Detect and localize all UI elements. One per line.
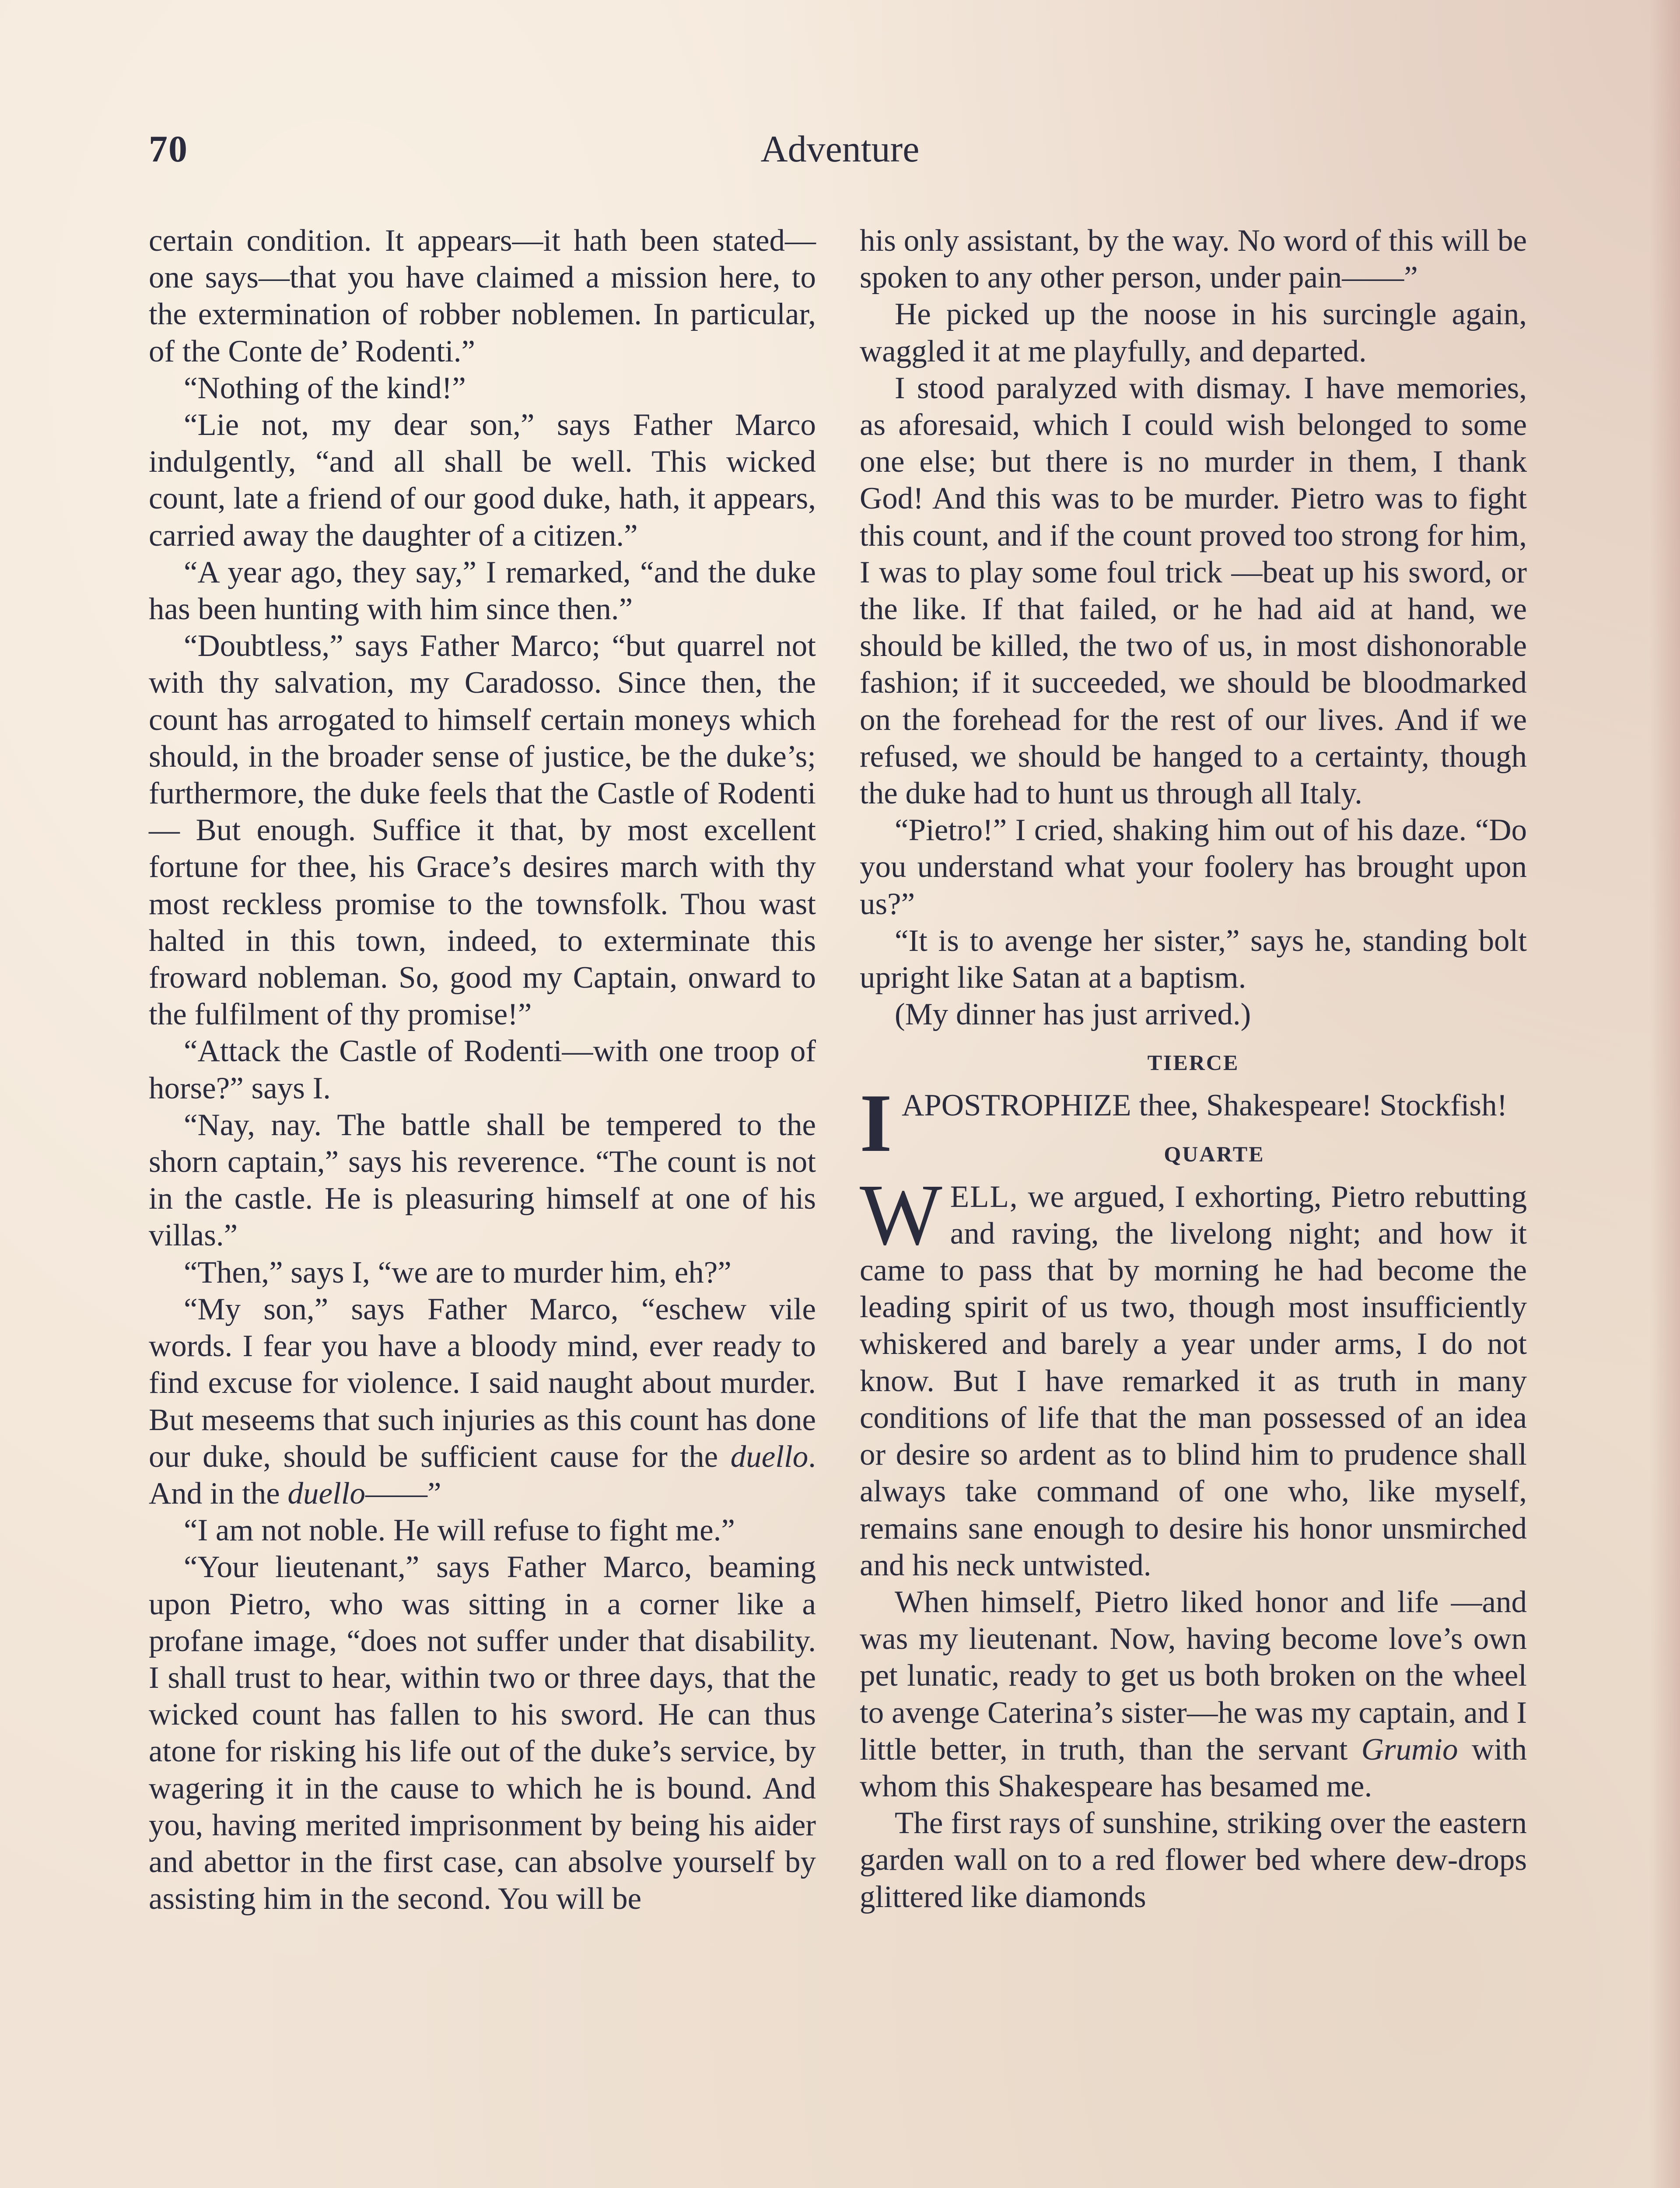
text-run: “My son,” says Father Marco, “eschew vile words. I fear you have a bloody mind, ever ready to find excuse for violence. I said naught about murder. But meseems that such injuries as this count has done our duke, should be sufficient cause for the: [149, 1292, 816, 1474]
paragraph: He picked up the noose in his surcingle again, waggled it at me playfully, and departed.: [860, 297, 1527, 368]
section-heading-tierce: TIERCE: [1147, 1050, 1239, 1075]
drop-cap: W: [860, 1166, 942, 1263]
right-column: [860, 222, 1527, 1915]
paragraph: certain condition. It appears—it hath been stated—one says—that you have claimed a mission here, to the extermination of robber noblemen. In particular, of the Conte de’ Rodenti.”: [149, 224, 816, 368]
page-header: [149, 127, 1531, 188]
paragraph: (My dinner has just arrived.): [895, 997, 1251, 1032]
lead-word: ELL,: [950, 1179, 1018, 1214]
quarte-paragraph: [860, 1166, 1527, 1584]
paragraph: his only assistant, by the way. No word of this will be spoken to any other person, under pain——”: [860, 224, 1527, 295]
paragraph: “A year ago, they say,” I remarked, “and the duke has been hunting with him since then.”: [149, 555, 816, 627]
paragraph: The first rays of sunshine, striking over the eastern garden wall on to a red flower bed where dew-drops glittered like diamonds: [860, 1806, 1527, 1914]
paragraph: “I am not noble. He will refuse to fight me.”: [184, 1513, 735, 1548]
italic-word: duello: [730, 1439, 808, 1474]
text-run: When himself, Pietro liked honor and life —and was my lieutenant. Now, having become love’s own pet lunatic, ready to get us both broken on the wheel to avenge Caterina’s sister—he was my captain, and I little better, in truth, than the servant: [860, 1585, 1527, 1767]
paragraph: “Your lieutenant,” says Father Marco, beaming upon Pietro, who was sitting in a corner like a profane image, “does not suffer under that disability. I shall trust to hear, within two or three days, that the wicked count has fallen to his sword. He can thus atone for risking his life out of the duke’s service, by wagering it in the cause to which he is bound. And you, having merited imprisonment by being his aider and abettor in the first case, can absolve yourself by assisting him in the second. You will be: [149, 1550, 816, 1916]
text-run: with whom this Shakespeare has besamed me.: [860, 1732, 1527, 1803]
paragraph: I stood paralyzed with dismay. I have memories, as aforesaid, which I could wish belonged to some one else; but there is no murder in them, I thank God! And this was to be murder. Pietro was to fight this count, and if the count proved too strong for him, I was to play some foul trick —beat up his sword, or the like. If that failed, or he had aid at hand, we should be killed, the two of us, in most dishonorable fashion; if it succeeded, we should be bloodmarked on the forehead for the rest of our lives. And if we refused, we should be hanged to a certainty, though the duke had to hunt us through all Italy.: [860, 371, 1527, 811]
paragraph: “Attack the Castle of Rodenti—with one troop of horse?” says I.: [149, 1034, 816, 1105]
paragraph: [149, 1291, 816, 1512]
text-run: we argued, I exhorting, Pietro rebutting and raving, the livelong night; and how it came to pass that by morning he had become the leading spirit of us two, though most insufficiently whiskered and barely a year under arms, I do not know. But I have remarked it as truth in many conditions of life that the man possessed of an idea or desire so ardent as to blind him to prudence shall always take command of one who, like myself, remains sane enough to desire his honor unsmirched and his neck untwisted.: [860, 1179, 1527, 1582]
paragraph: “Lie not, my dear son,” says Father Marco indulgently, “and all shall be well. This wicked count, late a friend of our good duke, hath, it appears, carried away the daughter of a citizen.”: [149, 408, 816, 553]
paragraph: “Doubtless,” says Father Marco; “but quarrel not with thy salvation, my Caradosso. Since then, the count has arrogated to himself certain moneys which should, in the broader sense of justice, be the duke’s; furthermore, the duke feels that the Castle of Rodenti— But enough. Suffice it that, by most excellent fortune for thee, his Grace’s desires march with thy most reckless promise to the townsfolk. Thou wast halted in this town, indeed, to exterminate this froward nobleman. So, good my Captain, onward to the fulfilment of thy promise!”: [149, 629, 816, 1032]
text-run: . And in the: [149, 1439, 816, 1511]
paragraph: [860, 1584, 1527, 1805]
paragraph: “Pietro!” I cried, shaking him out of his daze. “Do you understand what your foolery has brought upon us?”: [860, 813, 1527, 921]
running-title: Adventure: [760, 128, 920, 170]
drop-cap: I: [860, 1077, 892, 1170]
paragraph: “Nothing of the kind!”: [184, 371, 466, 405]
page-number: 70: [149, 128, 188, 170]
italic-word: duello: [287, 1476, 365, 1511]
left-column: [149, 222, 816, 1917]
text-run: APOSTROPHIZE thee, Shakespeare! Stockfish!: [901, 1088, 1508, 1123]
paragraph: “It is to avenge her sister,” says he, standing bolt upright like Satan at a baptism.: [860, 923, 1527, 995]
text-run: ——”: [365, 1476, 441, 1511]
page-edge-shadow: [1649, 0, 1680, 2188]
section-heading-quarte: QUARTE: [1164, 1141, 1265, 1166]
paragraph: “Then,” says I, “we are to murder him, eh?”: [184, 1255, 732, 1290]
paragraph: “Nay, nay. The battle shall be tempered to the shorn captain,” says his reverence. “The count is not in the castle. He is pleasuring himself at one of his villas.”: [149, 1108, 816, 1253]
italic-word: Grumio: [1361, 1732, 1458, 1767]
